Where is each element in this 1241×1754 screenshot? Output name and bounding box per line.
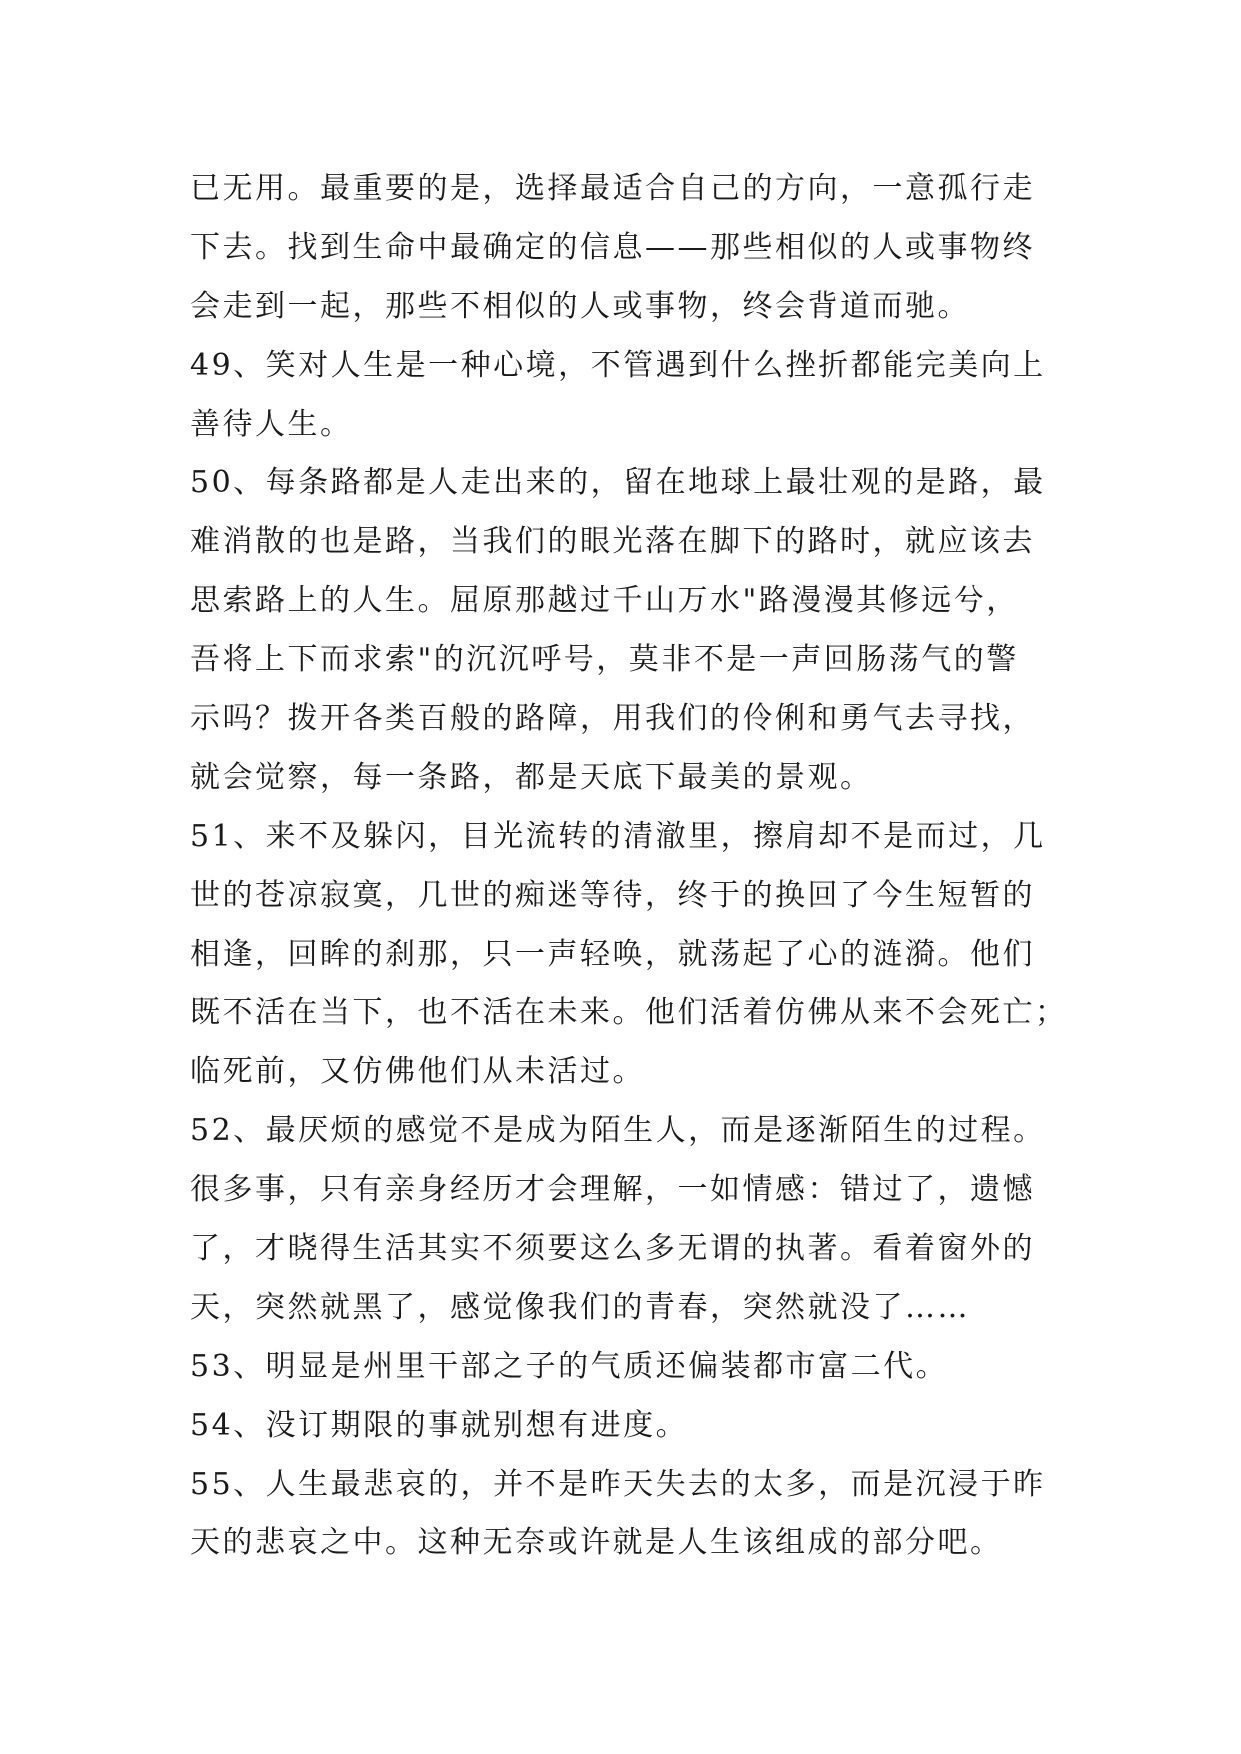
text-line: 临死前，又仿佛他们从未活过。	[190, 1054, 645, 1090]
text-line: 相逢，回眸的刹那，只一声轻唤，就荡起了心的涟漪。他们	[190, 936, 1035, 972]
text-line: 示吗？拨开各类百般的路障，用我们的伶俐和勇气去寻找，	[190, 701, 1035, 737]
text-line: 既不活在当下，也不活在未来。他们活着仿佛从来不会死亡；	[190, 995, 1068, 1031]
text-line: 49、笑对人生是一种心境，不管遇到什么挫折都能完美向上	[190, 347, 1046, 383]
text-line: 52、最厌烦的感觉不是成为陌生人，而是逐渐陌生的过程。	[190, 1113, 1046, 1149]
text-line: 50、每条路都是人走出来的，留在地球上最壮观的是路，最	[190, 465, 1046, 501]
text-line: 已无用。最重要的是，选择最适合自己的方向，一意孤行走	[190, 171, 1035, 206]
text-line: 天，突然就黑了，感觉像我们的青春，突然就没了……	[190, 1289, 970, 1325]
text-line: 吾将上下而求索"的沉沉呼号，莫非不是一声回肠荡气的警	[190, 642, 1019, 678]
text-line: 53、明显是州里干部之子的气质还偏装都市富二代。	[190, 1348, 949, 1384]
text-line: 很多事，只有亲身经历才会理解，一如情感：错过了，遗憾	[190, 1172, 1035, 1208]
text-line: 会走到一起，那些不相似的人或事物，终会背道而驰。	[190, 288, 970, 324]
text-line: 54、没订期限的事就别想有进度。	[190, 1407, 689, 1443]
document-body	[190, 160, 1070, 1573]
text-line: 就会觉察，每一条路，都是天底下最美的景观。	[190, 759, 873, 795]
text-line: 天的悲哀之中。这种无奈或许就是人生该组成的部分吧。	[190, 1525, 1003, 1561]
text-line: 思索路上的人生。屈原那越过千山万水"路漫漫其修远兮，	[190, 583, 1019, 619]
text-line: 55、人生最悲哀的，并不是昨天失去的太多，而是沉浸于昨	[190, 1466, 1046, 1502]
text-line: 善待人生。	[190, 406, 353, 442]
text-line: 世的苍凉寂寞，几世的痴迷等待，终于的换回了今生短暂的	[190, 877, 1035, 913]
text-line: 51、来不及躲闪，目光流转的清澈里，擦肩却不是而过，几	[190, 818, 1046, 854]
text-line: 难消散的也是路，当我们的眼光落在脚下的路时，就应该去	[190, 524, 1035, 560]
text-line: 了，才晓得生活其实不须要这么多无谓的执著。看着窗外的	[190, 1231, 1035, 1267]
text-line: 下去。找到生命中最确定的信息——那些相似的人或事物终	[190, 229, 1035, 265]
